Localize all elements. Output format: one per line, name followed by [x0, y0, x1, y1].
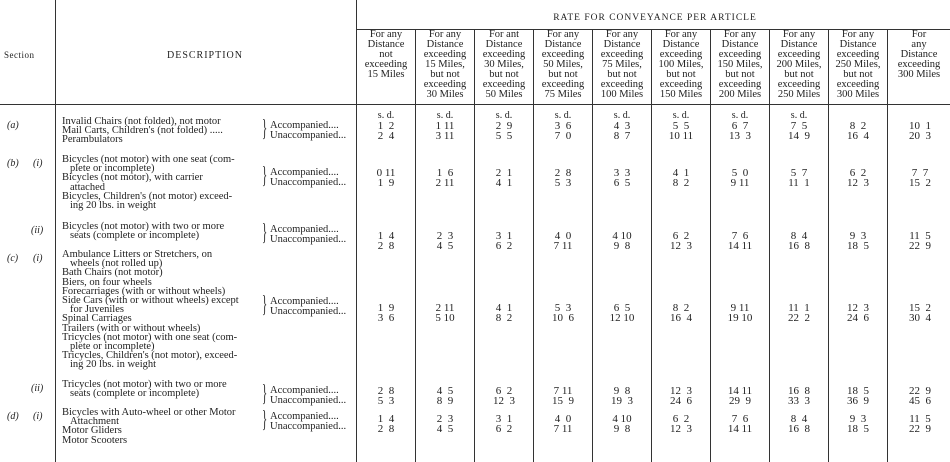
- description-line: for Juveniles: [70, 304, 124, 316]
- rate-unaccompanied: 20 3: [909, 130, 931, 142]
- rate-accompanied: 2 8: [554, 167, 572, 179]
- rate-unaccompanied: 7 11: [553, 240, 573, 252]
- rate-unaccompanied: 36 9: [847, 395, 869, 407]
- rate-accompanied: 4 0: [554, 413, 572, 425]
- rate-unaccompanied: 16 4: [670, 312, 692, 324]
- rate-unaccompanied: 14 9: [788, 130, 810, 142]
- rate-unaccompanied: 2 8: [377, 423, 395, 435]
- rate-unaccompanied: 12 10: [609, 312, 635, 324]
- rate-accompanied: 1 9: [377, 302, 395, 314]
- unaccompanied-label: Unaccompanied...: [270, 234, 347, 245]
- rate-unaccompanied: 19 3: [611, 395, 633, 407]
- rate-unaccompanied: 5 5: [495, 130, 513, 142]
- column-divider: [887, 29, 888, 462]
- item-description: [62, 380, 262, 398]
- rate-accompanied: 10 1: [909, 120, 931, 132]
- unaccompanied-label: Unaccompanied...: [270, 395, 347, 406]
- rate-unaccompanied: 9 11: [730, 177, 750, 189]
- description-line: Biers, on four wheels: [62, 276, 152, 288]
- column-header: For any Distance exceeding 200 Miles, but not exceeding 250 Miles: [776, 29, 822, 100]
- rate-unaccompanied: 10 6: [552, 312, 574, 324]
- rate-unaccompanied: 5 10: [435, 312, 455, 324]
- description-line: ing 20 lbs. in weight: [70, 200, 157, 212]
- rate-accompanied: 4 1: [495, 302, 513, 314]
- rate-accompanied: 1 2: [377, 120, 395, 132]
- rate-unaccompanied: 10 11: [668, 130, 694, 142]
- rate-accompanied: 18 5: [847, 385, 869, 397]
- rate-accompanied: 9 3: [849, 413, 867, 425]
- rate-unaccompanied: 22 9: [909, 240, 931, 252]
- rate-accompanied: 22 9: [909, 385, 931, 397]
- rate-unaccompanied: 45 6: [909, 395, 931, 407]
- item-description: [62, 408, 262, 445]
- rate-unaccompanied: 30 4: [909, 312, 931, 324]
- description-line: plete or incomplete): [70, 341, 155, 353]
- subsection-number: (i): [33, 253, 43, 264]
- description-line: Motor Gliders: [62, 425, 122, 437]
- rate-accompanied: 2 8: [377, 385, 395, 397]
- rate-unaccompanied: 16 8: [788, 423, 810, 435]
- rate-accompanied: 1 11: [435, 120, 455, 132]
- rate-unaccompanied: 2 8: [377, 240, 395, 252]
- description-line: seats (complete or incomplete): [70, 388, 200, 400]
- subsection-number: (i): [33, 411, 43, 422]
- units-label: s. d.: [495, 110, 513, 121]
- description-line: Bicycles (not motor) with two or more: [62, 221, 225, 232]
- accompanied-label: Accompanied....: [270, 296, 339, 307]
- subsection-number: (ii): [31, 225, 44, 236]
- rate-accompanied: 11 5: [909, 413, 931, 425]
- rate-unaccompanied: 14 11: [727, 240, 753, 252]
- rate-accompanied: 14 11: [727, 385, 753, 397]
- column-header: For any Distance exceeding 75 Miles, but not exceeding 100 Miles: [600, 29, 644, 100]
- rate-accompanied: 6 2: [849, 167, 867, 179]
- description-line: seats (complete or incomplete): [70, 230, 200, 242]
- header-rule: [0, 104, 950, 105]
- units-label: s. d.: [554, 110, 572, 121]
- section-divider: [55, 0, 56, 462]
- item-description: [62, 155, 262, 210]
- rate-unaccompanied: 6 2: [495, 423, 513, 435]
- rate-unaccompanied: 8 9: [436, 395, 454, 407]
- rate-unaccompanied: 29 9: [729, 395, 751, 407]
- rate-accompanied: 2 11: [435, 302, 455, 314]
- description-line: Invalid Chairs (not folded), not motor: [62, 116, 221, 127]
- rate-accompanied: 15 2: [909, 302, 931, 314]
- rate-accompanied: 4 10: [612, 230, 632, 242]
- description-line: Bicycles with Auto-wheel or other Motor: [62, 407, 236, 418]
- description-line: Tricycles (not motor) with one seat (com-: [62, 331, 238, 343]
- rate-unaccompanied: 12 3: [670, 423, 692, 435]
- rate-unaccompanied: 12 3: [670, 240, 692, 252]
- section-letter: (c): [7, 253, 19, 264]
- rate-unaccompanied: 6 5: [613, 177, 631, 189]
- rate-unaccompanied: 3 11: [435, 130, 455, 142]
- rate-unaccompanied: 18 5: [847, 423, 869, 435]
- accompanied-label: Accompanied....: [270, 385, 339, 396]
- item-description: [62, 250, 262, 370]
- rate-accompanied: 12 3: [670, 385, 692, 397]
- description-line: Bicycles (not motor), with carrier: [62, 172, 203, 184]
- description-line: ing 20 lbs. in weight: [70, 359, 157, 371]
- units-label: s. d.: [436, 110, 454, 121]
- description-line: Trailers (with or without wheels): [62, 322, 201, 334]
- rate-unaccompanied: 13 3: [729, 130, 751, 142]
- column-header: For ant Distance exceeding 30 Miles, but not exceeding 50 Miles: [482, 29, 526, 100]
- rate-accompanied: 7 6: [731, 413, 749, 425]
- units-label: s. d.: [790, 110, 808, 121]
- rate-unaccompanied: 9 8: [613, 423, 631, 435]
- brace-icon: }: [262, 292, 268, 318]
- description-line: Motor Scooters: [62, 434, 128, 446]
- rate-title: RATE FOR CONVEYANCE PER ARTICLE: [553, 13, 757, 23]
- rate-unaccompanied: 15 9: [552, 395, 574, 407]
- section-letter: (b): [7, 158, 19, 169]
- brace-icon: }: [262, 381, 268, 407]
- rate-unaccompanied: 3 6: [377, 312, 395, 324]
- column-header: For any Distance exceeding 150 Miles, but not exceeding 200 Miles: [717, 29, 763, 100]
- rate-unaccompanied: 7 0: [554, 130, 572, 142]
- rate-unaccompanied: 5 3: [377, 395, 395, 407]
- rate-accompanied: 8 4: [790, 230, 808, 242]
- rate-accompanied: 9 3: [849, 230, 867, 242]
- brace-icon: }: [262, 220, 268, 246]
- rate-accompanied: 7 6: [731, 230, 749, 242]
- section-header: Section: [4, 50, 35, 60]
- section-letter: (a): [7, 120, 19, 131]
- description-line: Bicycles (not motor) with one seat (com-: [62, 154, 235, 165]
- rate-accompanied: 8 4: [790, 413, 808, 425]
- rate-accompanied: 5 5: [672, 120, 690, 132]
- rate-accompanied: 6 2: [495, 385, 513, 397]
- description-line: Tricycles, Children's (not motor), exceed-: [62, 350, 238, 362]
- rate-unaccompanied: 8 2: [672, 177, 690, 189]
- accompanied-label: Accompanied....: [270, 120, 339, 131]
- unaccompanied-label: Unaccompanied...: [270, 177, 347, 188]
- rate-accompanied: 7 5: [790, 120, 808, 132]
- rate-accompanied: 3 1: [495, 413, 513, 425]
- rate-unaccompanied: 19 10: [727, 312, 753, 324]
- rate-unaccompanied: 9 8: [613, 240, 631, 252]
- rate-unaccompanied: 33 3: [788, 395, 810, 407]
- description-line: plete or incomplete): [70, 163, 155, 175]
- accompanied-label: Accompanied....: [270, 411, 339, 422]
- rate-unaccompanied: 16 8: [788, 240, 810, 252]
- unaccompanied-label: Unaccompanied...: [270, 421, 347, 432]
- rate-unaccompanied: 24 6: [847, 312, 869, 324]
- rate-unaccompanied: 1 9: [377, 177, 395, 189]
- rate-accompanied: 2 1: [495, 167, 513, 179]
- units-label: s. d.: [731, 110, 749, 121]
- column-header: For any Distance exceeding 250 Miles, but not exceeding 300 Miles: [835, 29, 881, 100]
- rate-accompanied: 3 3: [613, 167, 631, 179]
- rate-unaccompanied: 7 11: [553, 423, 573, 435]
- accompanied-label: Accompanied....: [270, 224, 339, 235]
- rate-unaccompanied: 16 4: [847, 130, 869, 142]
- rate-unaccompanied: 11 1: [788, 177, 810, 189]
- units-label: s. d.: [377, 110, 395, 121]
- rate-accompanied: 4 3: [613, 120, 631, 132]
- description-line: Ambulance Litters or Stretchers, on: [62, 249, 213, 260]
- rate-accompanied: 2 9: [495, 120, 513, 132]
- rate-unaccompanied: 4 1: [495, 177, 513, 189]
- rate-accompanied: 6 5: [613, 302, 631, 314]
- item-description: [62, 117, 262, 145]
- rate-accompanied: 1 4: [377, 413, 395, 425]
- rate-unaccompanied: 12 3: [847, 177, 869, 189]
- column-header: For any Distance exceeding 50 Miles, but not exceeding 75 Miles: [541, 29, 585, 100]
- rate-unaccompanied: 24 6: [670, 395, 692, 407]
- rate-accompanied: 6 2: [672, 413, 690, 425]
- rate-accompanied: 12 3: [847, 302, 869, 314]
- rate-unaccompanied: 2 4: [377, 130, 395, 142]
- description-line: Perambulators: [62, 134, 123, 146]
- description-line: wheels (not rolled up): [70, 258, 163, 270]
- rate-unaccompanied: 22 2: [788, 312, 810, 324]
- rate-unaccompanied: 8 2: [495, 312, 513, 324]
- subsection-number: (ii): [31, 383, 44, 394]
- brace-icon: }: [262, 163, 268, 189]
- rate-accompanied: 4 1: [672, 167, 690, 179]
- rate-unaccompanied: 14 11: [727, 423, 753, 435]
- section-letter: (d): [7, 411, 19, 422]
- unaccompanied-label: Unaccompanied...: [270, 306, 347, 317]
- rate-accompanied: 7 11: [553, 385, 573, 397]
- rate-accompanied: 0 11: [376, 167, 396, 179]
- rate-accompanied: 5 3: [554, 302, 572, 314]
- rate-accompanied: 11 5: [909, 230, 931, 242]
- rate-unaccompanied: 22 9: [909, 423, 931, 435]
- subsection-number: (i): [33, 158, 43, 169]
- rate-accompanied: 1 4: [377, 230, 395, 242]
- description-line: Bicycles, Children's (not motor) exceed-: [62, 190, 233, 202]
- column-header: For any Distance not exceeding 15 Miles: [364, 29, 408, 80]
- rate-accompanied: 7 7: [911, 167, 929, 179]
- rate-unaccompanied: 6 2: [495, 240, 513, 252]
- description-line: attached: [70, 181, 105, 193]
- rate-accompanied: 4 10: [612, 413, 632, 425]
- unaccompanied-label: Unaccompanied...: [270, 130, 347, 141]
- description-line: Mail Carts, Children's (not folded) .....: [62, 125, 223, 137]
- rate-accompanied: 5 0: [731, 167, 749, 179]
- rate-accompanied: 3 6: [554, 120, 572, 132]
- accompanied-label: Accompanied....: [270, 167, 339, 178]
- rate-unaccompanied: 5 3: [554, 177, 572, 189]
- rate-accompanied: 4 0: [554, 230, 572, 242]
- rate-accompanied: 2 3: [436, 230, 454, 242]
- description-header: DESCRIPTION: [166, 50, 243, 61]
- rate-unaccompanied: 4 5: [436, 423, 454, 435]
- column-header: For any Distance exceeding 15 Miles, but not exceeding 30 Miles: [423, 29, 467, 100]
- rate-accompanied: 8 2: [849, 120, 867, 132]
- rate-accompanied: 9 8: [613, 385, 631, 397]
- rate-accompanied: 11 1: [788, 302, 810, 314]
- rate-accompanied: 6 7: [731, 120, 749, 132]
- rate-unaccompanied: 15 2: [909, 177, 931, 189]
- brace-icon: }: [262, 116, 268, 142]
- units-label: s. d.: [613, 110, 631, 121]
- description-line: Bath Chairs (not motor): [62, 267, 163, 279]
- units-label: s. d.: [672, 110, 690, 121]
- column-header: For any Distance exceeding 300 Miles: [897, 29, 941, 80]
- brace-icon: }: [262, 407, 268, 433]
- rate-accompanied: 1 6: [436, 167, 454, 179]
- column-header: For any Distance exceeding 100 Miles, but not exceeding 150 Miles: [658, 29, 704, 100]
- rate-accompanied: 2 3: [436, 413, 454, 425]
- rate-accompanied: 9 11: [730, 302, 750, 314]
- rate-unaccompanied: 4 5: [436, 240, 454, 252]
- item-description: [62, 222, 262, 240]
- rate-accompanied: 6 2: [672, 230, 690, 242]
- rate-accompanied: 16 8: [788, 385, 810, 397]
- rate-accompanied: 3 1: [495, 230, 513, 242]
- rate-accompanied: 4 5: [436, 385, 454, 397]
- description-line: Forecarriages (with or without wheels): [62, 285, 226, 297]
- rate-unaccompanied: 18 5: [847, 240, 869, 252]
- description-line: Tricycles (not motor) with two or more: [62, 379, 227, 390]
- rate-unaccompanied: 12 3: [493, 395, 515, 407]
- rate-accompanied: 8 2: [672, 302, 690, 314]
- description-line: Spinal Carriages: [62, 313, 132, 325]
- rate-accompanied: 5 7: [790, 167, 808, 179]
- description-line: Side Cars (with or without wheels) except: [62, 295, 239, 307]
- rate-unaccompanied: 2 11: [435, 177, 455, 189]
- description-line: Attachment: [70, 416, 119, 428]
- rate-unaccompanied: 8 7: [613, 130, 631, 142]
